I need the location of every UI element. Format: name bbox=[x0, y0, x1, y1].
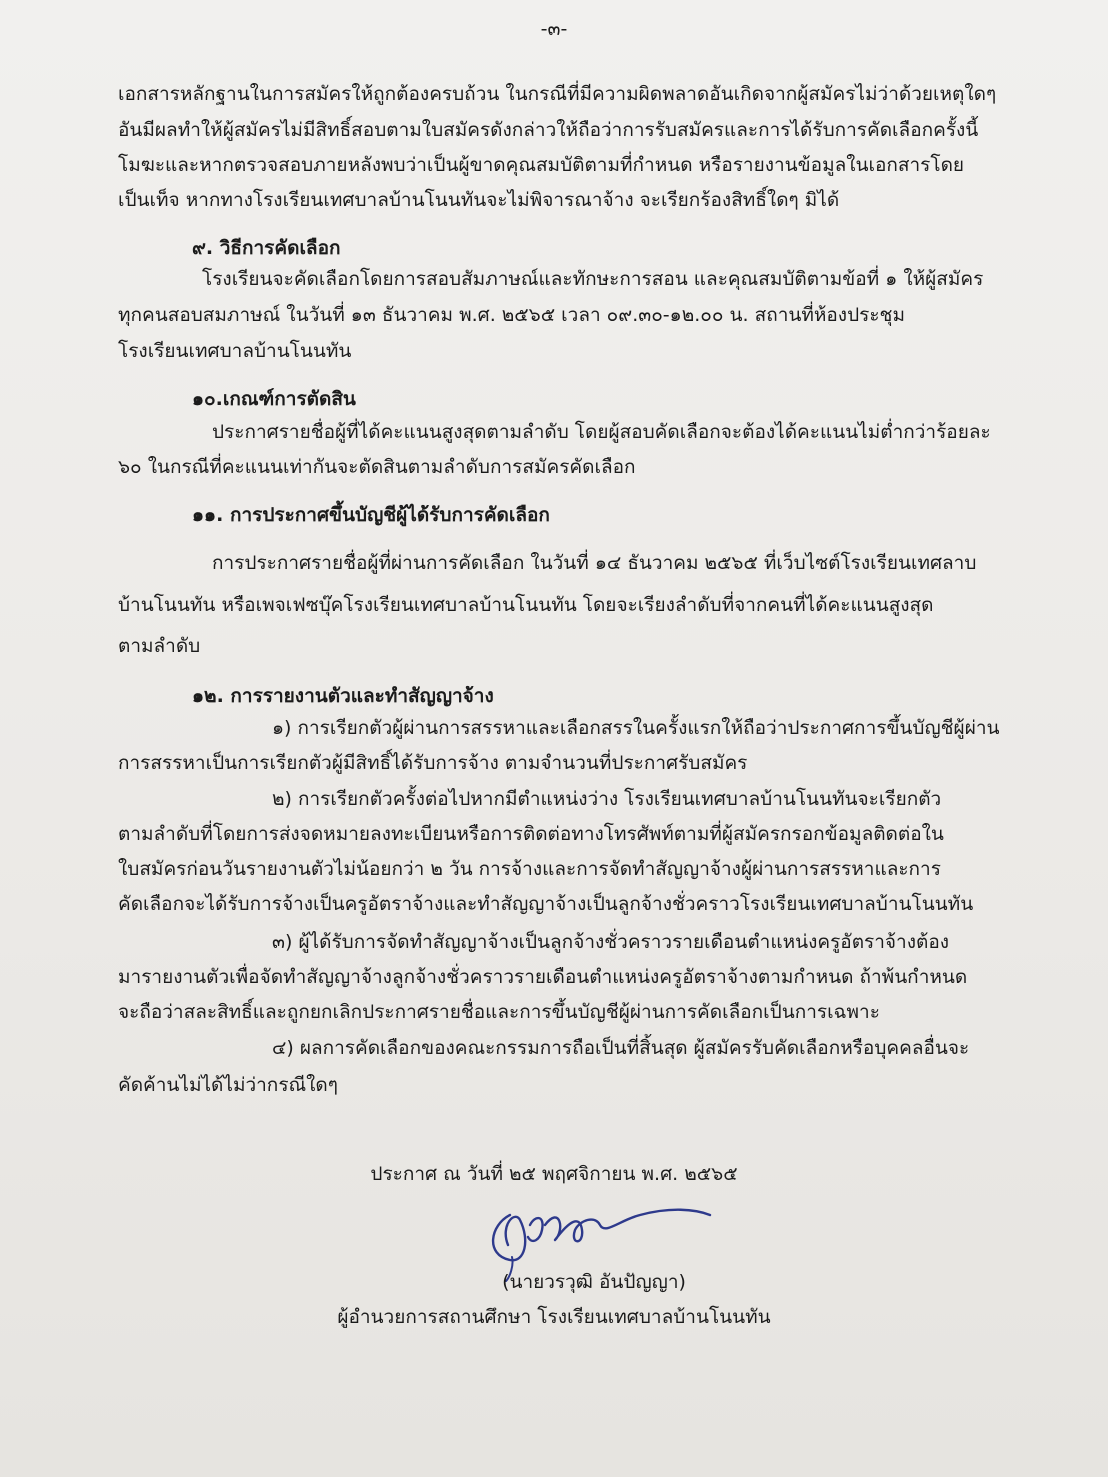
signer-name: (นายวรวุฒิ อันปัญญา) bbox=[502, 1271, 686, 1293]
section-10-heading: ๑๐.เกณฑ์การตัดสิน bbox=[192, 388, 356, 410]
section-12-line: มารายงานตัวเพื่อจัดทำสัญญาจ้างลูกจ้างชั่วคราวรายเดือนตำแหน่งครูอัตราจ้างตามกำหนด ถ้าพ้นกำหนด bbox=[118, 966, 968, 988]
section-10-line: ประกาศรายชื่อผู้ที่ได้คะแนนสูงสุดตามลำดับ โดยผู้สอบคัดเลือกจะต้องได้คะแนนไม่ต่ำกว่าร้อยละ bbox=[212, 421, 991, 443]
announcement-date: ประกาศ ณ วันที่ ๒๕ พฤศจิกายน พ.ศ. ๒๕๖๕ bbox=[370, 1163, 738, 1185]
intro-line: อันมีผลทำให้ผู้สมัครไม่มีสิทธิ์สอบตามใบสมัครดังกล่าวให้ถือว่าการรับสมัครและการได้รับการคัดเลือกครั้งนี้ bbox=[118, 119, 979, 141]
section-11-heading: ๑๑. การประกาศขึ้นบัญชีผู้ได้รับการคัดเลือก bbox=[192, 504, 550, 526]
section-12-line: ๓) ผู้ได้รับการจัดทำสัญญาจ้างเป็นลูกจ้างชั่วคราวรายเดือนตำแหน่งครูอัตราจ้างต้อง bbox=[272, 931, 950, 953]
section-12-line: ใบสมัครก่อนวันรายงานตัวไม่น้อยกว่า ๒ วัน การจ้างและการจัดทำสัญญาจ้างผู้ผ่านการสรรหาและการ bbox=[118, 858, 941, 880]
section-11-line: การประกาศรายชื่อผู้ที่ผ่านการคัดเลือก ในวันที่ ๑๔ ธันวาคม ๒๕๖๕ ที่เว็บไซต์โรงเรียนเทศลาบ bbox=[212, 552, 977, 574]
section-12-line: ตามลำดับที่โดยการส่งจดหมายลงทะเบียนหรือการติดต่อทางโทรศัพท์ตามที่ผู้สมัครกรอกข้อมูลติดต่อใน bbox=[118, 823, 944, 845]
section-9-line: โรงเรียนเทศบาลบ้านโนนทัน bbox=[118, 340, 352, 362]
section-12-line: ๒) การเรียกตัวครั้งต่อไปหากมีตำแหน่งว่าง โรงเรียนเทศบาลบ้านโนนทันจะเรียกตัว bbox=[272, 788, 942, 810]
section-11-line: บ้านโนนทัน หรือเพจเฟซบุ๊คโรงเรียนเทศบาลบ้านโนนทัน โดยจะเรียงลำดับที่จากคนที่ได้คะแนนสูงสุด bbox=[118, 594, 934, 616]
intro-line: เอกสารหลักฐานในการสมัครให้ถูกต้องครบถ้วน ในกรณีที่มีความผิดพลาดอันเกิดจากผู้สมัครไม่ว่าด้วยเหตุใดๆ bbox=[118, 83, 997, 105]
section-12-line: คัดค้านไม่ได้ไม่ว่ากรณีใดๆ bbox=[118, 1074, 338, 1096]
section-10-line: ๖๐ ในกรณีที่คะแนนเท่ากันจะตัดสินตามลำดับการสมัครคัดเลือก bbox=[118, 456, 636, 478]
section-12-heading: ๑๒. การรายงานตัวและทำสัญญาจ้าง bbox=[192, 685, 494, 707]
section-12-line: จะถือว่าสละสิทธิ์และถูกยกเลิกประกาศรายชื่อและการขึ้นบัญชีผู้ผ่านการคัดเลือกเป็นการเฉพาะ bbox=[118, 1001, 880, 1023]
section-9-line: โรงเรียนจะคัดเลือกโดยการสอบสัมภาษณ์และทักษะการสอน และคุณสมบัติตามข้อที่ ๑ ให้ผู้สมัคร bbox=[202, 268, 984, 290]
section-11-line: ตามลำดับ bbox=[118, 635, 201, 657]
intro-line: โมฆะและหากตรวจสอบภายหลังพบว่าเป็นผู้ขาดคุณสมบัติตามที่กำหนด หรือรายงานข้อมูลในเอกสารโดย bbox=[118, 154, 965, 176]
page-number: -๓- bbox=[540, 18, 568, 40]
section-9-heading: ๙. วิธีการคัดเลือก bbox=[192, 237, 341, 259]
intro-line: เป็นเท็จ หากทางโรงเรียนเทศบาลบ้านโนนทันจะไม่พิจารณาจ้าง จะเรียกร้องสิทธิ์ใดๆ มิได้ bbox=[118, 189, 840, 211]
signer-title: ผู้อำนวยการสถานศึกษา โรงเรียนเทศบาลบ้านโนนทัน bbox=[337, 1306, 771, 1328]
section-12-line: คัดเลือกจะได้รับการจ้างเป็นครูอัตราจ้างและทำสัญญาจ้างเป็นลูกจ้างชั่วคราวโรงเรียนเทศบาลบ้านโนนทัน bbox=[118, 893, 974, 915]
section-12-line: การสรรหาเป็นการเรียกตัวผู้มีสิทธิ์ได้รับการจ้าง ตามจำนวนที่ประกาศรับสมัคร bbox=[118, 752, 748, 774]
section-12-line: ๔) ผลการคัดเลือกของคณะกรรมการถือเป็นที่สิ้นสุด ผู้สมัครรับคัดเลือกหรือบุคคลอื่นจะ bbox=[272, 1037, 970, 1059]
section-12-line: ๑) การเรียกตัวผู้ผ่านการสรรหาและเลือกสรรในครั้งแรกให้ถือว่าประกาศการขึ้นบัญชีผู้ผ่าน bbox=[272, 717, 1000, 739]
section-9-line: ทุกคนสอบสมภาษณ์ ในวันที่ ๑๓ ธันวาคม พ.ศ. ๒๕๖๕ เวลา ๐๙.๓๐-๑๒.๐๐ น. สถานที่ห้องประชุม bbox=[118, 304, 905, 326]
